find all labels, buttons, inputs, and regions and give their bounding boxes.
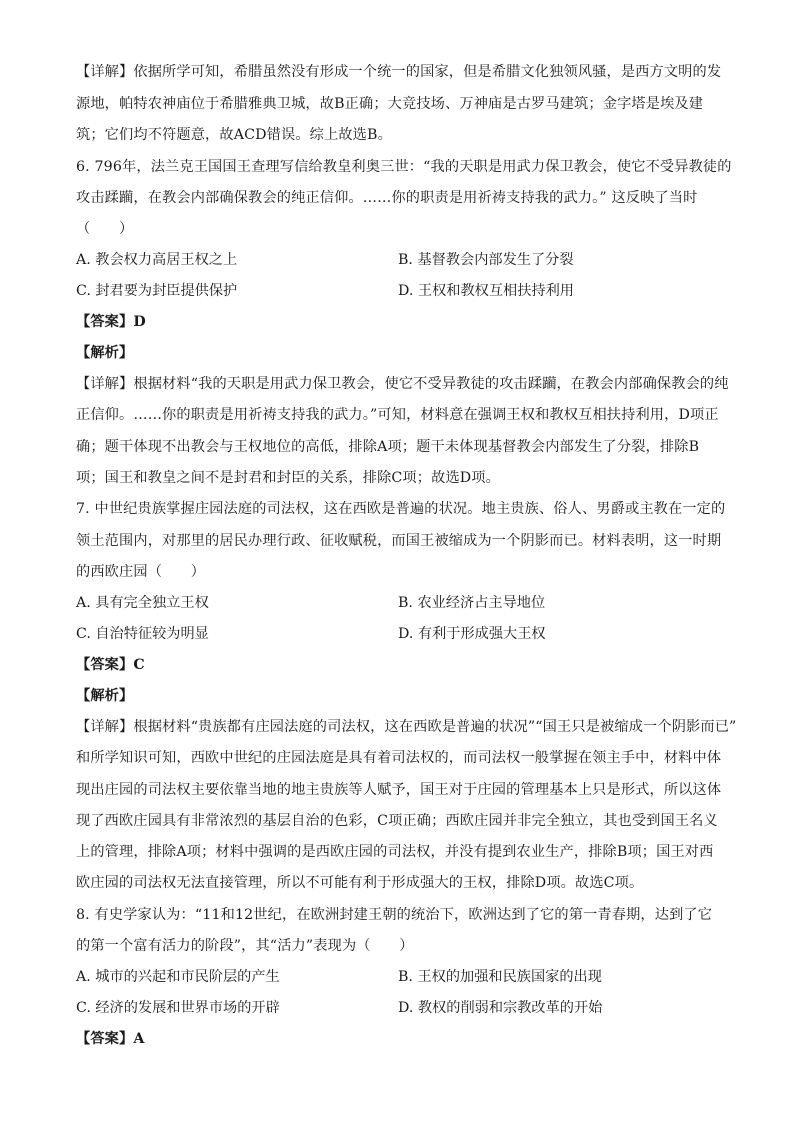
explanation-line: 源地，帕特农神庙位于希腊雅典卫城，故B正确；大竞技场、万神庙是古罗马建筑；金字塔是埃及建 [76,96,704,112]
question-6-option-b: B. 基督教会内部发生了分裂 [398,252,574,268]
question-6-option-d: D. 王权和教权互相扶持利用 [398,283,574,299]
explanation-line: 【详解】依据所学可知，希腊虽然没有形成一个统一的国家，但是希腊文化独领风骚，是西方文明的发 [76,64,722,80]
question-6-answer: 【答案】D [76,314,146,330]
question-7-option-b: B. 农业经济占主导地位 [398,595,546,611]
question-6-detail: 正信仰。……你的职责是用祈祷支持我的武力。”可知，材料意在强调王权和教权互相扶持利用，D项正 [76,407,719,423]
question-7-detail: 【详解】根据材料“贵族都有庄园法庭的司法权，这在西欧是普遍的状况”“国王只是被缩成一个阴影而已” [76,719,737,735]
question-7-analysis-heading: 【解析】 [76,688,134,704]
question-7-detail: 和所学知识可知，西欧中世纪的庄园法庭是具有着司法权的，而司法权一般掌握在领主手中，材料中体 [76,750,722,766]
question-6-detail: 确；题干体现不出教会与王权地位的高低，排除A项；题干未体现基督教会内部发生了分裂，排除B [76,439,700,455]
question-7-detail: 欧庄园的司法权无法直接管理，所以不可能有利于形成强大的王权，排除D项。故选C项。 [76,875,644,891]
question-7-stem: 领土范围内，对那里的居民办理行政、征收赋税，而国王被缩成为一个阴影而已。材料表明，这一时期 [76,533,722,549]
question-7-detail: 上的管理，排除A项；材料中强调的是西欧庄园的司法权，并没有提到农业生产，排除B项；国王对西 [76,844,714,860]
question-7-answer: 【答案】C [76,657,145,673]
explanation-line: 筑；它们均不符题意，故ACD错误。综上故选B。 [76,127,392,143]
question-6-option-c: C. 封君要为封臣提供保护 [76,283,238,299]
question-7-option-d: D. 有利于形成强大王权 [398,626,546,642]
question-6-stem: （ ） [76,221,134,237]
question-8-stem: 的第一个富有活力的阶段”，其“活力”表现为（ ） [76,938,414,954]
question-8-option-b: B. 王权的加强和民族国家的出现 [398,969,602,985]
question-6-detail: 【详解】根据材料“我的天职是用武力保卫教会，使它不受异教徒的攻击蹂躏，在教会内部确保教会的纯 [76,376,729,392]
question-7-stem: 的西欧庄园（ ） [76,564,206,580]
question-7-detail: 现了西欧庄园具有非常浓烈的基层自治的色彩，C项正确；西欧庄园并非完全独立，其也受到国王名义 [76,813,718,829]
question-8-answer: 【答案】A [76,1031,145,1047]
question-6-option-a: A. 教会权力高居王权之上 [76,252,238,268]
question-7-option-c: C. 自治特征较为明显 [76,626,209,642]
question-7-stem: 7. 中世纪贵族掌握庄园法庭的司法权，这在西欧是普遍的状况。地主贵族、俗人、男爵或主教在一定的 [76,501,726,517]
question-7-detail: 现出庄园的司法权主要依靠当地的地主贵族等人赋予，国王对于庄园的管理基本上只是形式，所以这体 [76,782,722,798]
question-8-option-c: C. 经济的发展和世界市场的开辟 [76,1000,280,1016]
question-8-stem: 8. 有史学家认为：“11和12世纪，在欧洲封建王朝的统治下，欧洲达到了它的第一青春期，达到了它 [76,907,713,923]
question-6-stem: 6. 796年，法兰克王国国王查理写信给教皇利奥三世：“我的天职是用武力保卫教会，使它不受异教徒的 [76,159,732,175]
question-7-option-a: A. 具有完全独立王权 [76,595,209,611]
question-8-option-a: A. 城市的兴起和市民阶层的产生 [76,969,280,985]
question-6-stem: 攻击蹂躏，在教会内部确保教会的纯正信仰。……你的职责是用祈祷支持我的武力。” 这反映了当时 [76,190,698,206]
question-8-option-d: D. 教权的削弱和宗教改革的开始 [398,1000,603,1016]
question-6-analysis-heading: 【解析】 [76,345,134,361]
question-6-detail: 项；国王和教皇之间不是封君和封臣的关系，排除C项；故选D项。 [76,470,500,486]
